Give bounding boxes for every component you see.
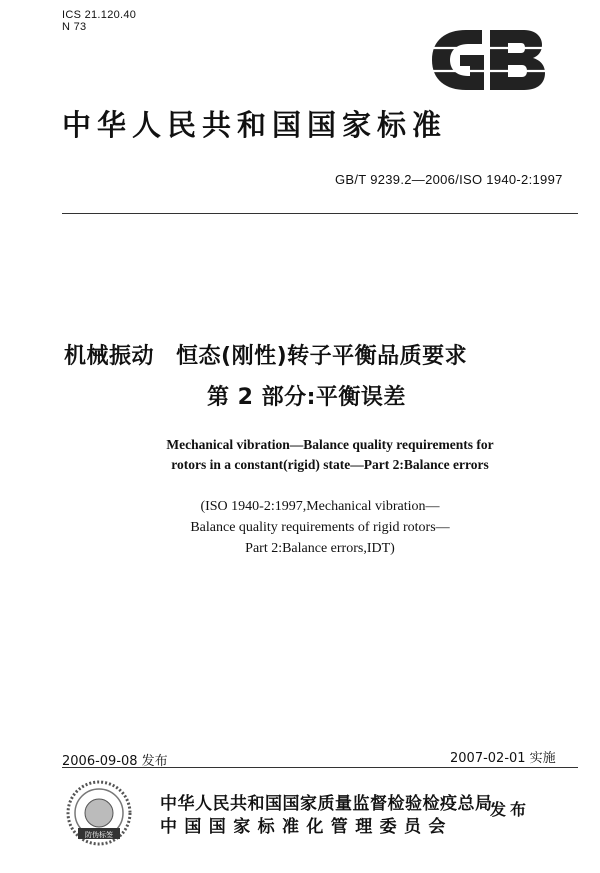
- seal-label: 防伪标签: [85, 831, 113, 839]
- ccs-code: N 73: [62, 21, 87, 33]
- iso-line1: (ISO 1940-2:1997,Mechanical vibration—: [200, 499, 440, 514]
- en-title-line1: Mechanical vibration—Balance quality requirements for: [166, 437, 494, 452]
- ics-code: ICS 21.120.40: [62, 9, 137, 21]
- implement-date: 2007-02-01 实施: [450, 751, 556, 766]
- iso-line2: Balance quality requirements of rigid rotors—: [190, 520, 450, 535]
- issuer-sac: 中国国家标准化管理委员会: [160, 817, 453, 837]
- iso-reference: [150, 496, 490, 559]
- cn-title-part1: 机械振动: [64, 344, 155, 369]
- standard-number: GB/T 9239.2—2006/ISO 1940-2:1997: [335, 172, 563, 187]
- standard-title: 中华人民共和国国家标准: [62, 108, 448, 142]
- bottom-divider: [62, 767, 578, 768]
- gb-logo-text: GB: [487, 64, 489, 65]
- issue-label: 发布: [490, 800, 531, 819]
- gb-logo: [424, 24, 550, 96]
- anti-counterfeit-seal: [64, 778, 134, 848]
- classification-codes: [62, 9, 136, 33]
- cn-title-line2: 第 2 部分:平衡误差: [207, 385, 406, 410]
- iso-line3: Part 2:Balance errors,IDT): [245, 541, 395, 556]
- issuer-aqsiq: 中华人民共和国国家质量监督检验检疫总局: [160, 794, 493, 814]
- top-divider: [62, 213, 578, 214]
- english-title: [135, 435, 525, 475]
- cn-title-line1: [64, 339, 467, 370]
- en-title-line2: rotors in a constant(rigid) state—Part 2:Balance errors: [171, 457, 489, 472]
- cn-title-part2: 恒态(刚性)转子平衡品质要求: [176, 344, 468, 369]
- publish-date: 2006-09-08 发布: [62, 754, 168, 769]
